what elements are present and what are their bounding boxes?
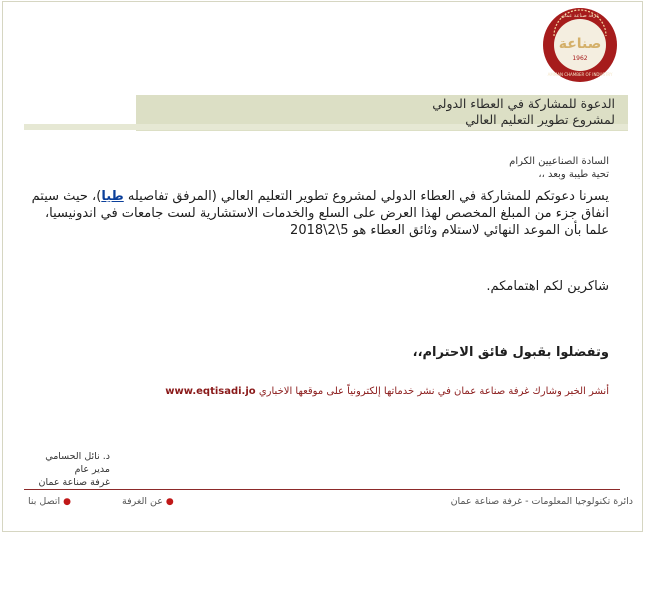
title-line-2: لمشروع تطوير التعليم العالي: [465, 112, 615, 127]
salutation: [509, 155, 609, 181]
signature: [24, 450, 110, 489]
page-title: [432, 96, 615, 128]
title-line-1: الدعوة للمشاركة في العطاء الدولي: [432, 96, 615, 111]
salutation-line-1: السادة الصناعيين الكرام: [509, 156, 609, 167]
thanks-line: شاكرين لكم اهتمامكم.: [486, 279, 609, 294]
bullet-icon: ●: [165, 497, 174, 507]
about-chamber-label: عن الغرفة: [122, 496, 163, 507]
bullet-icon: ●: [63, 497, 72, 507]
logo-ring-text: غرفة صناعة عمان: [561, 13, 599, 19]
signature-name: د. نائل الحسامي: [45, 451, 110, 462]
regards-line: وتفضلوا بقبول فائق الاحترام،،: [412, 345, 609, 360]
share-note: [165, 386, 609, 397]
logo-arabic-wordmark: صناعة: [558, 36, 602, 52]
footer-department: دائرة تكنولوجيا المعلومات - غرفة صناعة عمان: [450, 496, 633, 507]
contact-us-label: اتصل بنا: [28, 496, 61, 507]
footer-divider: [24, 489, 620, 490]
contact-us-link[interactable]: [28, 496, 71, 507]
logo-year: 1962: [572, 55, 588, 62]
signature-role: مدير عام: [74, 464, 110, 475]
chamber-logo: [541, 6, 619, 84]
salutation-line-2: تحية طيبة وبعد ،،: [538, 169, 609, 180]
about-chamber-link[interactable]: [122, 496, 174, 507]
share-text: أنشر الخبر وشارك غرفة صناعة عمان في نشر خدماتها إلكترونياً على موقعها الاخباري: [258, 386, 609, 397]
logo-english: AMMAN CHAMBER OF INDUSTRY: [547, 72, 613, 77]
body-paragraph: [29, 188, 609, 239]
news-site-link[interactable]: www.eqtisadi.jo: [165, 386, 256, 397]
para-text-after: )، حيث سيتم انفاق جزء من المبلغ المخصص لهذا العرض على السلع والخدمات الاستشارية لست جامعات في اندونيسيا، علما بأن الموعد النهائي لاستلام وثائق العطاء هو 5\2\2018: [31, 189, 609, 238]
para-text-before: يسرنا دعوتكم للمشاركة في العطاء الدولي لمشروع تطوير التعليم العالي (المرفق تفاصيله: [123, 189, 609, 204]
attachment-link[interactable]: طيا: [101, 189, 124, 204]
signature-org: غرفة صناعة عمان: [38, 477, 110, 488]
